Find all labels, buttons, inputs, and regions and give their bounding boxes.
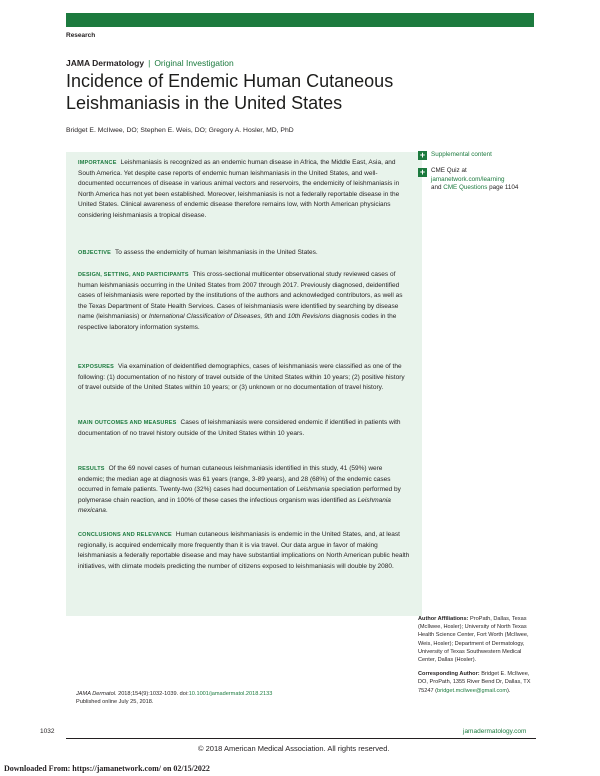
design-text-after: diagnosis codes in the respective laboratory information systems. bbox=[78, 313, 397, 331]
importance-heading: IMPORTANCE bbox=[78, 160, 117, 166]
download-stamp: Downloaded From: https://jamanetwork.com/ on 02/15/2022 bbox=[4, 764, 210, 773]
outcomes-heading: MAIN OUTCOMES AND MEASURES bbox=[78, 420, 177, 426]
abstract-conclusions bbox=[78, 530, 410, 572]
abstract-importance bbox=[78, 158, 410, 222]
copyright-notice: © 2018 American Medical Association. All rights reserved. bbox=[198, 744, 390, 753]
supplemental-plus-icon[interactable]: + bbox=[419, 150, 426, 160]
affiliations-text: ProPath, Dallas, Texas (McIlwee, Hosler); University of North Texas Health Science Center, Fort Worth (McIlwee, Weis, Hosler); Department of Dermatology, University of Texas Southwestern Medical Center, Dallas (Hosler). bbox=[418, 616, 529, 664]
exposures-heading: EXPOSURES bbox=[78, 364, 115, 370]
design-italic-icd10: 10th Revisions bbox=[287, 313, 331, 321]
abstract-exposures bbox=[78, 362, 410, 394]
cme-questions-line bbox=[431, 184, 518, 193]
journal-name: JAMA Dermatology bbox=[66, 58, 145, 68]
supplemental-content-link[interactable]: Supplemental content bbox=[431, 151, 492, 158]
journal-separator: | bbox=[148, 58, 151, 68]
objective-text: To assess the endemicity of human leishmaniasis in the United States. bbox=[114, 249, 318, 256]
abstract-objective bbox=[78, 248, 410, 259]
corresponding-author-label: Corresponding Author: bbox=[418, 671, 480, 678]
cme-page-ref: page 1104 bbox=[489, 184, 519, 191]
exposures-text: Via examination of deidentified demographics, cases of leishmaniasis were classified as one of the following: (1) documentation of no history of travel outside of the United States within 10 years; (2) positive history of travel outside of the United States within 10 years; or (3) unknown or no documentation of travel history. bbox=[78, 363, 405, 392]
citation-doi-link[interactable]: 10.1001/jamadermatol.2018.2133 bbox=[188, 691, 273, 697]
abstract-box bbox=[66, 152, 422, 616]
author-list: Bridget E. McIlwee, DO; Stephen E. Weis, DO; Gregory A. Hosler, MD, PhD bbox=[66, 127, 294, 134]
citation-block bbox=[76, 690, 272, 706]
outcomes-text: Cases of leishmaniasis were considered endemic if identified in patients with documentation of no travel history outside of the United States within 10 years. bbox=[78, 419, 401, 437]
results-text-before: Of the 69 novel cases of human cutaneous leishmaniasis identified in this study, 41 (59%) were endemic; the median age at diagnosis was 61 years (range, 3-89 years), and 28 (68%) of the endemic cases occurred in female patients. Twenty-two (32%) cases had documentation of bbox=[78, 465, 391, 494]
citation-journal: JAMA Dermatol. bbox=[76, 691, 117, 697]
corresponding-author-text: Bridget E. McIlwee, DO, ProPath, 1355 River Bend Dr, Dallas, TX 75247 bbox=[418, 671, 531, 694]
article-type: Original Investigation bbox=[154, 58, 234, 68]
results-italic-genus: Leishmania bbox=[296, 486, 330, 494]
abstract-design bbox=[78, 270, 410, 334]
journal-line bbox=[66, 58, 234, 68]
article-title: Incidence of Endemic Human Cutaneous Leishmaniasis in the United States bbox=[66, 71, 394, 113]
design-text-before: This cross-sectional multicenter observational study reviewed cases of human leishmaniasis occurring in the United States from 2007 through 2017. Previously diagnosed, deidentified cases of leishmaniasis were reported by the institutions of the authors and acknowledged contributors, as well as the Texas Department of State Health Services. Cases of leishmaniasis were identified by searching by disease name (leishmaniasis) or bbox=[78, 271, 403, 321]
design-text-mid: and bbox=[273, 313, 288, 321]
results-text-after: . bbox=[105, 507, 108, 515]
citation-ref: 2018;154(9):1032-1039. doi: bbox=[118, 691, 189, 697]
citation-published: Published online July 25, 2018. bbox=[76, 699, 154, 706]
corresponding-author-email[interactable]: bridget.mcilwee@gmail.com bbox=[436, 687, 508, 694]
conclusions-text: Human cutaneous leishmaniasis is endemic in the United States, and, at least regionally, is acquired endemically more frequently than it is via travel. Our data argue in favor of making leishmaniasis a federally reportable disease and may have substantial implications on North American public health initiatives, with climate models predicting the number of citizens exposed to leishmaniasis will double by 2080. bbox=[78, 531, 410, 570]
author-affiliations: Author Affiliations: ProPath, Dallas, Texas (McIlwee, Hosler); University of North Texas Health Science Center, Fort Worth (McIlwee, Weis, Hosler); Department of Dermatology, University of Texas Southwestern Medical Center, Dallas (Hosler). Corresponding Author: Bridget E. McIlwee, DO, ProPath, 1355 River Bend Dr, Dallas, TX 75247 (bridget.mcilwee@gmail.com). bbox=[418, 616, 531, 694]
affiliations-label: Author Affiliations: bbox=[418, 616, 469, 622]
design-italic-icd9: International Classification of Diseases, 9th bbox=[148, 313, 274, 321]
importance-text: Leishmaniasis is recognized as an endemic human disease in Africa, the Middle East, Asia, and South America. Yet despite case reports of endemic human leishmaniasis in the United States, and well-documented occurrences of disease in various animal vectors and reservoirs, the endemicity of leishmaniasis in North America has not yet been established. Moreover, leishmaniasis is not a federally reportable disease in the United States. Clinical awareness of endemic disease therefore remains low, with North American physicians considering leishmaniasis a tropical disease. bbox=[78, 159, 400, 219]
cme-quiz-title: CME Quiz at bbox=[431, 167, 467, 174]
section-label: Research bbox=[66, 32, 96, 39]
abstract-results bbox=[78, 464, 410, 517]
conclusions-heading: CONCLUSIONS AND RELEVANCE bbox=[78, 532, 172, 538]
cme-plus-icon[interactable]: + bbox=[419, 167, 426, 177]
journal-header-bar bbox=[66, 13, 534, 27]
footer-divider bbox=[66, 738, 536, 739]
cme-and-text: and bbox=[431, 184, 442, 191]
corresponding-author-end: ). bbox=[507, 687, 511, 694]
journal-site-link[interactable]: jamadermatology.com bbox=[463, 728, 527, 735]
results-italic-species: Leishmania mexicana bbox=[78, 496, 391, 515]
cme-learning-link[interactable]: jamanetwork.com/learning bbox=[431, 175, 505, 183]
cme-questions-link[interactable]: CME Questions bbox=[443, 184, 488, 191]
design-heading: DESIGN, SETTING, AND PARTICIPANTS bbox=[78, 272, 189, 278]
cme-block bbox=[431, 167, 505, 184]
results-text-mid: speciation performed by polymerase chain reaction, and in 100% of these cases the infectious organism was identified as bbox=[78, 486, 401, 504]
objective-heading: OBJECTIVE bbox=[78, 250, 111, 256]
abstract-outcomes bbox=[78, 418, 410, 439]
page-number: 1032 bbox=[40, 728, 55, 735]
results-heading: RESULTS bbox=[78, 466, 105, 472]
